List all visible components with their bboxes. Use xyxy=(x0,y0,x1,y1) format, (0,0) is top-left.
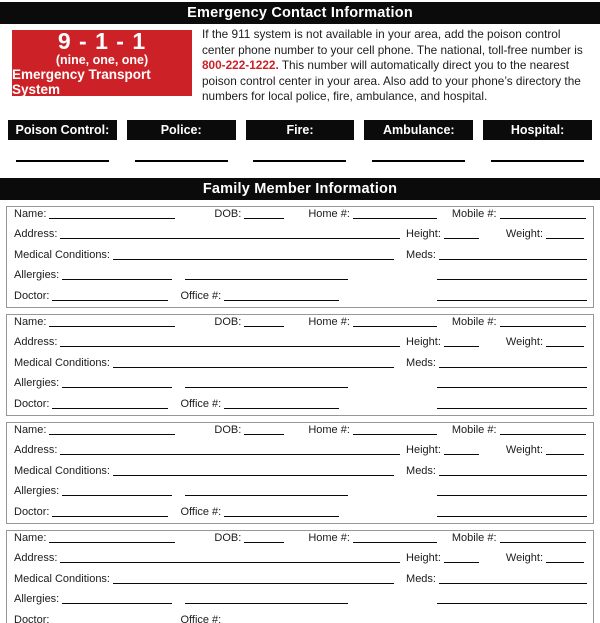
home-phone-write-line xyxy=(353,540,437,543)
mobile-phone-label: Mobile #: xyxy=(451,315,497,328)
ambulance-label-box xyxy=(364,120,473,140)
address-label: Address: xyxy=(14,228,58,241)
contact-col-poison-control xyxy=(8,120,117,162)
member-row-allergies xyxy=(14,377,587,398)
allergies-write-line-2 xyxy=(185,385,348,388)
name-label: Name: xyxy=(14,315,47,328)
weight-label: Weight: xyxy=(505,228,543,241)
name-label: Name: xyxy=(14,423,47,436)
family-member-card-1 xyxy=(6,206,594,308)
nine-one-one-phonetic: (nine, one, one) xyxy=(55,53,149,67)
home-phone-label: Home #: xyxy=(308,423,350,436)
police-write-line xyxy=(135,160,228,162)
name-write-line xyxy=(49,216,175,219)
ambulance-label: Ambulance: xyxy=(383,122,455,137)
dob-label: DOB: xyxy=(214,207,242,220)
weight-label: Weight: xyxy=(505,552,543,565)
home-phone-write-line xyxy=(353,324,437,327)
address-label: Address: xyxy=(14,552,58,565)
allergies-write-line-2 xyxy=(185,601,348,604)
weight-write-line xyxy=(546,236,584,239)
member-row-address xyxy=(14,444,587,465)
meds-continuation-line xyxy=(437,277,587,280)
mobile-phone-write-line xyxy=(500,432,586,435)
member-row-medical xyxy=(14,357,587,378)
member-row-name xyxy=(14,316,587,337)
red-911-box xyxy=(12,30,192,96)
meds-write-line xyxy=(439,257,587,260)
family-section-title: Family Member Information xyxy=(202,180,398,197)
dob-label: DOB: xyxy=(214,423,242,436)
address-label: Address: xyxy=(14,444,58,457)
allergies-write-line xyxy=(62,385,172,388)
member-row-name xyxy=(14,424,587,445)
name-label: Name: xyxy=(14,531,47,544)
family-member-header-bar xyxy=(0,178,600,200)
hospital-label-box xyxy=(483,120,592,140)
dob-write-line xyxy=(244,324,284,327)
home-phone-write-line xyxy=(353,216,437,219)
home-phone-label: Home #: xyxy=(308,531,350,544)
member-row-medical xyxy=(14,249,587,270)
office-phone-label: Office #: xyxy=(180,613,222,623)
member-row-allergies xyxy=(14,269,587,290)
fire-write-line xyxy=(253,160,346,162)
allergies-write-line-2 xyxy=(185,493,348,496)
poison-control-label-box xyxy=(8,120,117,140)
medical-conditions-label: Medical Conditions: xyxy=(14,464,110,477)
mobile-phone-write-line xyxy=(500,216,586,219)
police-label: Police: xyxy=(160,122,202,137)
home-phone-write-line xyxy=(353,432,437,435)
medical-conditions-label: Medical Conditions: xyxy=(14,356,110,369)
nine-one-one-number: 9 - 1 - 1 xyxy=(57,28,147,54)
dob-label: DOB: xyxy=(214,531,242,544)
meds-label: Meds: xyxy=(406,464,436,477)
emergency-info-row xyxy=(12,27,588,105)
contact-col-hospital xyxy=(483,120,592,162)
emergency-transport-caption: Emergency Transport System xyxy=(12,67,151,97)
dob-write-line xyxy=(244,540,284,543)
hospital-label: Hospital: xyxy=(510,122,565,137)
allergies-label: Allergies: xyxy=(14,485,60,498)
height-write-line xyxy=(444,344,479,347)
height-write-line xyxy=(444,236,479,239)
mobile-phone-label: Mobile #: xyxy=(451,531,497,544)
medical-conditions-write-line xyxy=(113,257,394,260)
member-row-allergies xyxy=(14,593,587,614)
contact-col-fire xyxy=(246,120,355,162)
hospital-write-line xyxy=(491,160,584,162)
weight-write-line xyxy=(546,560,584,563)
meds-write-line xyxy=(439,581,587,584)
medical-conditions-write-line xyxy=(113,581,394,584)
member-row-address xyxy=(14,552,587,573)
address-write-line xyxy=(60,344,400,347)
poison-note-before: If the 911 system is not available in your area, add the poison control center phone number to your cell phone. The national, toll-free number is xyxy=(202,27,583,57)
allergies-write-line xyxy=(62,493,172,496)
contact-col-ambulance xyxy=(364,120,473,162)
member-row-name xyxy=(14,208,587,229)
page-title: Emergency Contact Information xyxy=(187,5,413,21)
meds-write-line xyxy=(439,473,587,476)
office-phone-label: Office #: xyxy=(180,289,222,302)
fire-label: Fire: xyxy=(286,122,314,137)
office-phone-label: Office #: xyxy=(180,505,222,518)
weight-write-line xyxy=(546,452,584,455)
office-phone-write-line xyxy=(224,406,339,409)
weight-label: Weight: xyxy=(505,336,543,349)
family-member-card-2 xyxy=(6,314,594,416)
dob-write-line xyxy=(244,216,284,219)
meds-continuation-line xyxy=(437,493,587,496)
allergies-label: Allergies: xyxy=(14,593,60,606)
member-row-address xyxy=(14,336,587,357)
meds-continuation-line xyxy=(437,601,587,604)
dob-write-line xyxy=(244,432,284,435)
address-write-line xyxy=(60,452,400,455)
poison-note-after: This number will automatically direct you to the nearest poison control center in your area. Also add to your phone’s directory the numbers for local police, fire, ambulance, and hospital. xyxy=(202,58,581,104)
member-row-allergies xyxy=(14,485,587,506)
allergies-write-line xyxy=(62,277,172,280)
office-phone-label: Office #: xyxy=(180,397,222,410)
home-phone-label: Home #: xyxy=(308,207,350,220)
member-row-doctor xyxy=(14,398,587,416)
allergies-write-line-2 xyxy=(185,277,348,280)
member-row-name xyxy=(14,532,587,553)
member-row-doctor xyxy=(14,614,587,623)
meds-continuation-line-2 xyxy=(437,514,587,517)
doctor-write-line xyxy=(52,298,168,301)
weight-label: Weight: xyxy=(505,444,543,457)
poison-control-phone-number: 800-222-1222. xyxy=(202,58,279,73)
meds-continuation-line-2 xyxy=(437,298,587,301)
mobile-phone-write-line xyxy=(500,540,586,543)
name-write-line xyxy=(49,432,175,435)
family-member-card-3 xyxy=(6,422,594,524)
ambulance-write-line xyxy=(372,160,465,162)
doctor-write-line xyxy=(52,406,168,409)
doctor-label: Doctor: xyxy=(14,397,50,410)
poison-control-write-line xyxy=(16,160,109,162)
family-member-card-4 xyxy=(6,530,594,623)
allergies-write-line xyxy=(62,601,172,604)
dob-label: DOB: xyxy=(214,315,242,328)
name-write-line xyxy=(49,540,175,543)
meds-continuation-line xyxy=(437,385,587,388)
doctor-write-line xyxy=(52,514,168,517)
police-label-box xyxy=(127,120,236,140)
home-phone-label: Home #: xyxy=(308,315,350,328)
member-row-medical xyxy=(14,573,587,594)
member-row-address xyxy=(14,228,587,249)
address-write-line xyxy=(60,560,400,563)
medical-conditions-write-line xyxy=(113,473,394,476)
name-write-line xyxy=(49,324,175,327)
allergies-label: Allergies: xyxy=(14,269,60,282)
mobile-phone-label: Mobile #: xyxy=(451,207,497,220)
doctor-label: Doctor: xyxy=(14,505,50,518)
height-label: Height: xyxy=(406,444,441,457)
fire-label-box xyxy=(246,120,355,140)
contact-col-police xyxy=(127,120,236,162)
mobile-phone-write-line xyxy=(500,324,586,327)
member-row-doctor xyxy=(14,506,587,524)
address-label: Address: xyxy=(14,336,58,349)
member-row-medical xyxy=(14,465,587,486)
meds-write-line xyxy=(439,365,587,368)
meds-label: Meds: xyxy=(406,356,436,369)
height-label: Height: xyxy=(406,336,441,349)
member-row-doctor xyxy=(14,290,587,308)
medical-conditions-label: Medical Conditions: xyxy=(14,248,110,261)
meds-label: Meds: xyxy=(406,248,436,261)
medical-conditions-label: Medical Conditions: xyxy=(14,572,110,585)
office-phone-write-line xyxy=(224,514,339,517)
weight-write-line xyxy=(546,344,584,347)
doctor-label: Doctor: xyxy=(14,289,50,302)
allergies-label: Allergies: xyxy=(14,377,60,390)
height-write-line xyxy=(444,452,479,455)
emergency-contact-header-bar xyxy=(0,2,600,24)
mobile-phone-label: Mobile #: xyxy=(451,423,497,436)
emergency-contacts-row xyxy=(8,120,592,162)
height-label: Height: xyxy=(406,228,441,241)
height-write-line xyxy=(444,560,479,563)
poison-control-paragraph xyxy=(202,27,588,105)
height-label: Height: xyxy=(406,552,441,565)
meds-label: Meds: xyxy=(406,572,436,585)
address-write-line xyxy=(60,236,400,239)
meds-continuation-line-2 xyxy=(437,406,587,409)
office-phone-write-line xyxy=(224,298,339,301)
medical-conditions-write-line xyxy=(113,365,394,368)
name-label: Name: xyxy=(14,207,47,220)
poison-control-label: Poison Control: xyxy=(15,122,110,137)
doctor-label: Doctor: xyxy=(14,613,50,623)
